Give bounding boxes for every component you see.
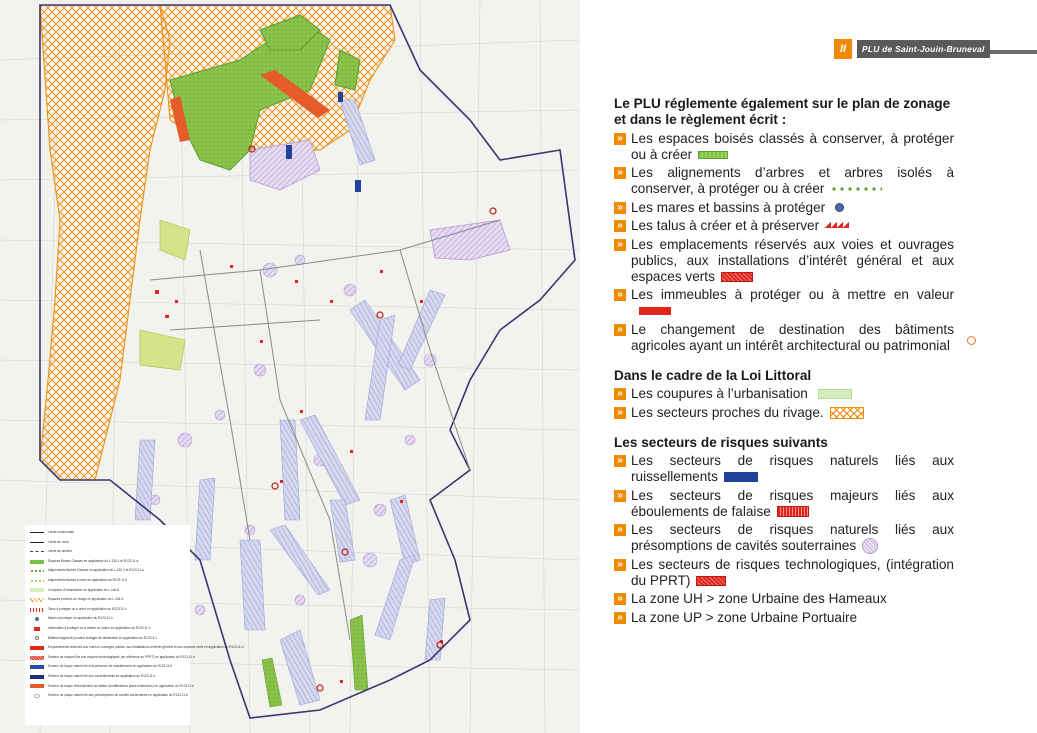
dots-swatch-icon — [830, 185, 882, 193]
document-title: PLU de Saint-Jouin-Bruneval — [857, 40, 990, 58]
legend-item-text: Les coupures à l’urbanisation — [631, 386, 808, 401]
bullet-chevron-icon: » — [614, 220, 626, 232]
map-legend-label: Limite communale — [48, 530, 74, 535]
section-title: Dans le cadre de la Loi Littoral — [614, 367, 812, 383]
bullet-chevron-icon: » — [614, 524, 626, 536]
map-legend-row — [30, 653, 195, 663]
bullet-chevron-icon: » — [614, 289, 626, 301]
redhatch2-swatch-icon — [777, 506, 809, 517]
legend-item-text: Les secteurs de risques naturels liés aux ruissellements — [631, 453, 954, 484]
legend-item-text: Les alignements d’arbres et arbres isolés à conserver, à protéger ou à créer — [631, 165, 954, 196]
legend-item-text: Les secteurs de risques majeurs liés aux éboulements de falaise — [631, 487, 954, 519]
map-legend-label: Talus à protéger ou à créer en application du R123.11.h — [48, 606, 127, 611]
redhatch-swatch-icon — [721, 272, 753, 282]
map-legend-swatch — [30, 551, 44, 552]
map-legend-row — [30, 691, 188, 701]
map-legend-label: Alignements Boisés à créer en application du R123.11.h — [48, 578, 128, 582]
map-legend-swatch — [30, 579, 44, 583]
map-legend-row — [30, 614, 180, 624]
map-legend-label: Limite de secteur — [48, 549, 73, 554]
talus-swatch-icon — [825, 222, 849, 230]
map-legend-row — [30, 682, 195, 692]
legend-item — [614, 453, 954, 485]
legend-item — [614, 200, 954, 216]
legend-item — [614, 237, 954, 285]
map-legend-row — [30, 547, 180, 557]
map-legend-swatch — [30, 569, 44, 573]
legend-section — [614, 435, 954, 626]
bullet-chevron-icon: » — [614, 612, 626, 624]
legend-item-text: Les secteurs de risques technologiques, (intégration du PPRT) — [631, 556, 954, 588]
bullet-chevron-icon: » — [614, 455, 626, 467]
map-legend-label: Bâtiment agricole pouvant changer de destination en application du R123.3-1 — [48, 635, 157, 640]
legend-item-text: Le changement de destination des bâtiments agricoles ayant un intérêt architectural ou patrimonial — [631, 321, 954, 353]
bullet-chevron-icon: » — [614, 133, 626, 145]
lilac-swatch-icon — [862, 538, 878, 554]
map-legend-label: Alignements Boisés Classés en application du L.130.1 et R123.11.a — [48, 568, 144, 573]
map-legend-swatch — [30, 608, 44, 612]
green-swatch-icon — [698, 151, 728, 159]
lightgreen-swatch-icon — [818, 389, 852, 399]
legend-list — [614, 453, 954, 626]
map-legend-row — [30, 528, 180, 538]
bullet-chevron-icon: » — [614, 407, 626, 419]
pond-swatch-icon — [835, 203, 844, 212]
map-legend-swatch — [30, 665, 44, 669]
map-legend-label: Secteur de risques liés aux risques technologiques (en référence au PPRT) en application du R123.11.b — [48, 654, 195, 659]
map-legend-row — [30, 586, 180, 596]
map-legend-row — [30, 605, 180, 615]
map-legend-label: Coupures d'urbanisation en application du L.146-6 — [48, 587, 120, 592]
map-legend-swatch — [30, 646, 44, 650]
map-legend-row — [30, 634, 180, 644]
legend-item — [614, 488, 954, 520]
legend-section — [614, 96, 954, 354]
redbar-swatch-icon — [639, 307, 671, 315]
legend-item — [614, 405, 954, 421]
legend-item — [614, 522, 954, 554]
map-legend-label: Secteur de risque naturel lié à la présence de ruissellement en application du R123.11.b — [48, 664, 173, 669]
map-legend-label: Mares à protéger en application du R123.11.h — [48, 616, 113, 621]
legend-text-panel — [614, 96, 954, 626]
map-legend-row — [30, 672, 180, 682]
map-legend-swatch — [30, 532, 44, 533]
map-legend-swatch — [30, 560, 44, 564]
legend-item-text: Les emplacements réservés aux voies et ouvrages publics, aux installations d’intérêt général et aux espaces verts — [631, 236, 954, 284]
section-title: Le PLU réglemente également sur le plan de zonage et dans le règlement écrit : — [614, 96, 951, 127]
legend-item-text: Les talus à créer et à préserver — [631, 218, 820, 233]
legend-item — [614, 557, 954, 589]
legend-item-text: Les secteurs de risques naturels liés aux présomptions de cavités souterraines — [631, 522, 954, 553]
map-legend-row — [30, 595, 180, 605]
map-legend-swatch — [35, 617, 39, 621]
map-legend-row — [30, 566, 180, 576]
bullet-chevron-icon: » — [614, 559, 626, 571]
legend-list — [614, 131, 954, 354]
map-legend-label: Espaces Boisés Classés en application du L.130.1 et R123.11.a — [48, 558, 139, 563]
map-legend-label: Emplacements réservés aux voies et ouvrages publics, aux installations d'intérêt général et aux espaces verts en application du R123.11.d — [48, 645, 244, 650]
map-legend-row — [30, 576, 180, 586]
map-legend-label: Immeubles à protéger ou à mettre en valeur en application du R123.11.h — [48, 625, 151, 630]
legend-item — [614, 287, 954, 319]
map-legend — [30, 528, 244, 701]
map-legend-swatch — [30, 656, 44, 660]
map-legend-swatch — [30, 598, 44, 602]
legend-item — [614, 165, 954, 197]
map-legend-swatch — [30, 542, 44, 543]
section-badge: II — [834, 39, 852, 59]
map-legend-label: Secteur de risque naturel lié aux présomptions de cavités souterraines en application du R123.11.b — [48, 693, 188, 698]
page-header — [834, 39, 990, 59]
map-legend-row — [30, 557, 180, 567]
map-legend-swatch — [34, 694, 40, 698]
legend-item — [614, 322, 954, 354]
orangecross-swatch-icon — [830, 407, 864, 419]
map-legend-row — [30, 538, 180, 548]
bullet-chevron-icon: » — [614, 324, 626, 336]
legend-item — [614, 218, 954, 234]
redhatch3-swatch-icon — [696, 576, 726, 586]
map-legend-swatch — [30, 684, 44, 688]
legend-item-text: Les mares et bassins à protéger — [631, 199, 826, 215]
bullet-chevron-icon: » — [614, 202, 626, 214]
legend-item — [614, 591, 954, 607]
legend-list — [614, 386, 954, 421]
blue-swatch-icon — [724, 472, 758, 482]
bullet-chevron-icon: » — [614, 593, 626, 605]
legend-item-text: La zone UH > zone Urbaine des Hameaux — [631, 591, 887, 607]
map-legend-row — [30, 624, 180, 634]
bullet-chevron-icon: » — [614, 490, 626, 502]
bullet-chevron-icon: » — [614, 239, 626, 251]
section-title: Les secteurs de risques suivants — [614, 434, 828, 450]
heritage-ring-icon — [967, 336, 976, 345]
map-legend-swatch — [30, 675, 44, 679]
legend-section — [614, 368, 954, 421]
legend-item-text: Les secteurs proches du rivage. — [631, 404, 824, 420]
header-rule — [990, 50, 1037, 54]
map-legend-row — [30, 643, 244, 653]
legend-item-text: Les immeubles à protéger ou à mettre en valeur — [631, 287, 954, 302]
map-legend-swatch — [34, 627, 40, 631]
legend-item-text: La zone UP > zone Urbaine Portuaire — [631, 609, 858, 625]
legend-item — [614, 386, 954, 402]
map-legend-label: Secteur de risque naturel lié aux ruissellements en application du R123.11.b — [48, 673, 156, 678]
bullet-chevron-icon: » — [614, 167, 626, 179]
legend-item — [614, 610, 954, 626]
map-legend-label: Espaces proches du rivage en application du L.146-4 — [48, 597, 124, 602]
map-legend-label: Secteur de risque d'éboulement de falaise (modifications plans extensions) en application du R123.11.b — [48, 683, 195, 688]
map-legend-swatch — [30, 588, 44, 592]
legend-item — [614, 131, 954, 163]
map-legend-swatch — [35, 636, 39, 640]
legend-item-text: Les espaces boisés classés à conserver, à protéger ou à créer — [631, 130, 954, 162]
bullet-chevron-icon: » — [614, 388, 626, 400]
map-legend-label: Limite de zone — [48, 539, 69, 544]
map-legend-row — [30, 662, 180, 672]
